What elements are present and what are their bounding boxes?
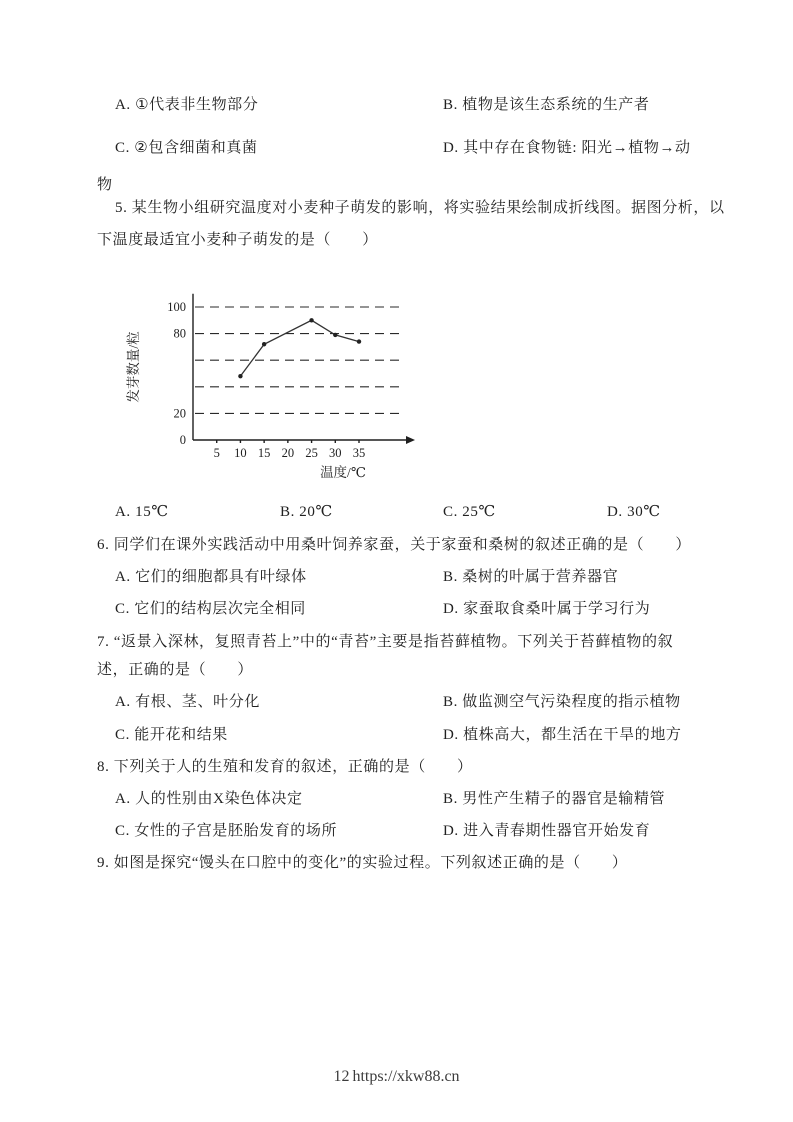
- q8-option-a: A. 人的性别由X染色体决定: [115, 791, 303, 807]
- svg-text:5: 5: [213, 446, 220, 460]
- svg-text:30: 30: [329, 446, 342, 460]
- page-footer: [0, 1068, 793, 1086]
- q5-option-c: C. 25℃: [443, 504, 496, 520]
- svg-text:80: 80: [173, 326, 186, 341]
- q4-option-c: C. ②包含细菌和真菌: [115, 140, 258, 156]
- page-number: 12: [333, 1068, 350, 1085]
- q8-option-c: C. 女性的子宫是胚胎发育的场所: [115, 823, 338, 839]
- q7-option-a: A. 有根、茎、叶分化: [115, 694, 260, 710]
- germination-line-chart: [118, 280, 428, 485]
- svg-text:0: 0: [179, 433, 186, 447]
- svg-text:10: 10: [234, 446, 247, 460]
- q7-option-b: B. 做监测空气污染程度的指示植物: [443, 694, 681, 710]
- svg-text:发芽数量/粒: 发芽数量/粒: [126, 331, 141, 403]
- q6-option-d: D. 家蚕取食桑叶属于学习行为: [443, 601, 651, 617]
- q7-option-d: D. 植株高大，都生活在干旱的地方: [443, 727, 682, 743]
- svg-text:25: 25: [305, 446, 318, 460]
- q4-option-d-wrap: 物: [97, 177, 113, 193]
- q7-option-c: C. 能开花和结果: [115, 727, 228, 743]
- svg-text:100: 100: [167, 300, 186, 314]
- q7-stem-line2: 述，正确的是（ ）: [97, 662, 254, 678]
- q9-stem: 9. 如图是探究“馒头在口腔中的变化”的实验过程。下列叙述正确的是（ ）: [97, 855, 628, 871]
- q7-stem-line1: 7. “返景入深林，复照青苔上”中的“青苔”主要是指苔藓植物。下列关于苔藓植物的叙: [97, 634, 674, 650]
- q4-option-b: B. 植物是该生态系统的生产者: [443, 97, 650, 113]
- svg-text:温度/℃: 温度/℃: [320, 465, 366, 480]
- svg-text:35: 35: [352, 446, 366, 460]
- q6-option-c: C. 它们的结构层次完全相同: [115, 601, 306, 617]
- q6-option-a: A. 它们的细胞都具有叶绿体: [115, 569, 307, 585]
- svg-text:20: 20: [173, 406, 186, 421]
- q4-option-d: D. 其中存在食物链: 阳光→植物→动: [443, 140, 691, 156]
- q4-option-a: A. ①代表非生物部分: [115, 97, 259, 113]
- q8-option-d: D. 进入青春期性器官开始发育: [443, 823, 651, 839]
- q5-option-d: D. 30℃: [607, 504, 661, 520]
- svg-text:15: 15: [257, 446, 271, 460]
- svg-text:20: 20: [281, 446, 295, 460]
- q5-stem-line1: 5. 某生物小组研究温度对小麦种子萌发的影响，将实验结果绘制成折线图。据图分析，以: [115, 200, 725, 216]
- q6-stem: 6. 同学们在课外实践活动中用桑叶饲养家蚕，关于家蚕和桑树的叙述正确的是（ ）: [97, 537, 692, 553]
- q6-option-b: B. 桑树的叶属于营养器官: [443, 569, 619, 585]
- footer-url[interactable]: https://xkw88.cn: [352, 1068, 460, 1085]
- q5-stem-line2: 下温度最适宜小麦种子萌发的是（ ）: [97, 232, 378, 248]
- q5-option-b: B. 20℃: [280, 504, 333, 520]
- q5-option-a: A. 15℃: [115, 504, 169, 520]
- germination-line-chart-svg: [118, 280, 428, 485]
- q8-stem: 8. 下列关于人的生殖和发育的叙述，正确的是（ ）: [97, 759, 473, 775]
- q8-option-b: B. 男性产生精子的器官是输精管: [443, 791, 666, 807]
